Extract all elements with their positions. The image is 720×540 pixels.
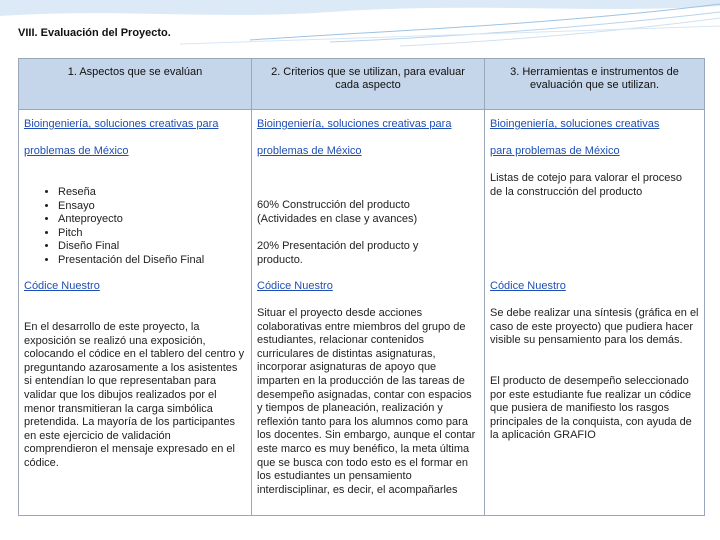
table-body-row bbox=[19, 110, 705, 516]
body-cell-aspects bbox=[19, 110, 252, 516]
criterion-construction: 60% Construcción del producto (Actividades en clase y avances) bbox=[257, 199, 418, 225]
tools-paragraph-2: El producto de desempeño seleccionado por este estudiante fue realizar un códice que pusiera de manifiesto los rasgos principales de la conquista, con ayuda de la aplicación GRAFIO bbox=[490, 375, 692, 442]
codice-link-3[interactable]: Códice Nuestro bbox=[490, 280, 566, 292]
evaluation-table bbox=[18, 58, 705, 516]
project-link-2a[interactable]: Bioingeniería, soluciones creativas para bbox=[257, 118, 452, 130]
tool-checklist: Listas de cotejo para valorar el proceso de la construcción del producto bbox=[490, 172, 682, 198]
project-link-1b[interactable]: problemas de México bbox=[24, 145, 129, 157]
codice-link-1[interactable]: Códice Nuestro bbox=[24, 280, 100, 292]
project-link-1a[interactable]: Bioingeniería, soluciones creativas para bbox=[24, 118, 219, 130]
list-item: • Pitch bbox=[58, 227, 247, 241]
body-cell-tools bbox=[485, 110, 705, 516]
header-cell-tools bbox=[485, 59, 705, 110]
table-header-row bbox=[19, 59, 705, 110]
list-item: • Presentación del Diseño Final bbox=[58, 254, 247, 268]
aspects-paragraph: En el desarrollo de este proyecto, la exposición se realizó una exposición, colocando el códice en el tablero del centro y preguntando azarosamente a los asistentes si entendían lo que representaban para validar que los dibujos realizados por el menor transmitieran la carga simbólica pretendida. La mayoría de los participantes en este ejercicio de validación comprendieron el mensaje expresado en el códice. bbox=[24, 321, 245, 469]
codice-link-2[interactable]: Códice Nuestro bbox=[257, 280, 333, 292]
criterion-presentation: 20% Presentación del producto y producto. bbox=[257, 240, 419, 266]
list-item: • Diseño Final bbox=[58, 240, 247, 254]
aspects-list bbox=[24, 186, 247, 268]
tools-paragraph-1: Se debe realizar una síntesis (gráfica en el caso de este proyecto) que pudiera hacer visible su pensamiento para los demás. bbox=[490, 307, 699, 347]
header-label-criteria: 2. Criterios que se utilizan, para evaluar cada aspecto bbox=[271, 66, 465, 91]
header-cell-criteria bbox=[252, 59, 485, 110]
project-link-3a[interactable]: Bioingeniería, soluciones creativas bbox=[490, 118, 660, 130]
list-item: • Reseña bbox=[58, 186, 247, 200]
header-label-tools: 3. Herramientas e instrumentos de evaluación que se utilizan. bbox=[510, 66, 679, 91]
criteria-paragraph: Situar el proyecto desde acciones colaborativas entre miembros del grupo de estudiantes, relacionar contenidos curriculares de distintas asignaturas, incorporar asignaturas de apoyo que imparten en la producción de las tareas de desempeño asignadas, contar con espacios y tiempos de planeación, realización y reflexión tanto para los alumnos como para los docentes. Sin embargo, aunque el contar este marco es muy benéfico, la meta última que se busca con todo esto es el formar en los estudiantes un pensamiento interdisciplinar, es decir, el acompañarles bbox=[257, 307, 476, 496]
list-item: • Anteproyecto bbox=[58, 213, 247, 227]
list-item: • Ensayo bbox=[58, 200, 247, 214]
project-link-3b[interactable]: para problemas de México bbox=[490, 145, 620, 157]
body-cell-criteria bbox=[252, 110, 485, 516]
header-cell-aspects bbox=[19, 59, 252, 110]
section-heading: VIII. Evaluación del Proyecto. bbox=[18, 27, 171, 39]
header-label-aspects: 1. Aspectos que se evalúan bbox=[67, 66, 203, 78]
project-link-2b[interactable]: problemas de México bbox=[257, 145, 362, 157]
